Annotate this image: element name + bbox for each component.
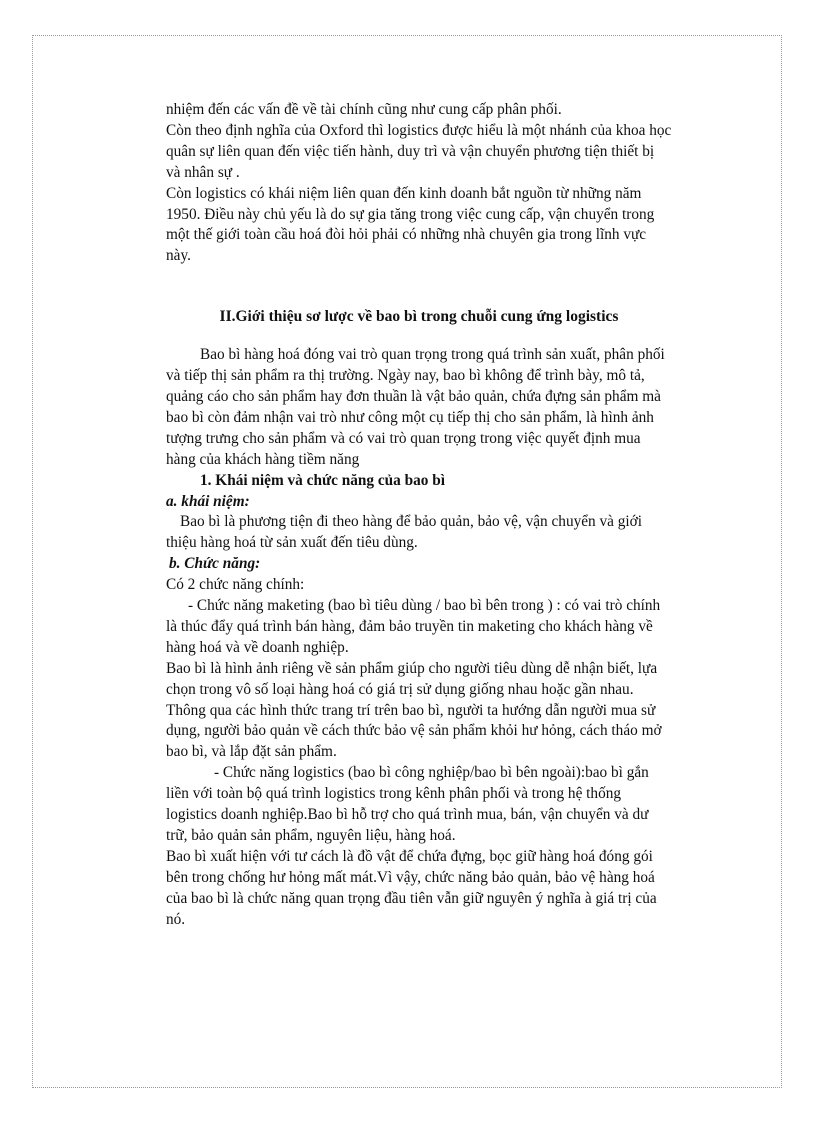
function-logistics: - Chức năng logistics (bao bì công nghiệp/bao bì bên ngoài):bao bì gắn liền với toàn bộ quá trình logistics trong kênh phân phối và trong hệ thống logistics doanh nghiệp.Bao bì hỗ trợ cho quá trình mua, bán, vận chuyển và dư trữ, bảo quản sản phẩm, nguyên liệu, hàng hoá.: [166, 764, 649, 844]
intro-paragraph-2: Còn theo định nghĩa của Oxford thì logistics được hiểu là một nhánh của khoa học quân sự liên quan đến việc tiến hành, duy trì và vận chuyển phương tiện thiết bị và nhân sự .: [166, 121, 672, 181]
section-heading: II.Giới thiệu sơ lược về bao bì trong chuỗi cung ứng logistics: [219, 308, 619, 326]
intro-paragraph-1: nhiệm đến các vấn đề về tài chính cũng như cung cấp phân phối.: [166, 101, 562, 118]
intro-paragraph-3: Còn logistics có khái niệm liên quan đến kinh doanh bắt nguồn từ những năm 1950. Điều này chủ yếu là do sự gia tăng trong việc cung cấp, vận chuyển trong một thế giới toàn cầu hoá đòi hỏi phải có những nhà chuyên gia trong lĩnh vực này.: [166, 184, 655, 265]
function-label: b. Chức năng:: [169, 555, 261, 573]
function-marketing: - Chức năng maketing (bao bì tiêu dùng / bao bì bên trong ) : có vai trò chính là thúc đẩy quá trình bán hàng, đảm bảo truyền tin maketing cho khách hàng về hàng hoá và về doanh nghiệp.: [166, 597, 661, 656]
function-logistics-detail: Bao bì xuất hiện với tư cách là đồ vật để chứa đựng, bọc giữ hàng hoá đóng gói bên trong chống hư hỏng mất mát.Vì vậy, chức năng bảo quản, bảo vệ hàng hoá của bao bì là chức năng quan trọng đầu tiên vẫn giữ nguyên ý nghĩa à giá trị của nó.: [166, 847, 657, 928]
function-marketing-detail: Bao bì là hình ảnh riêng về sản phẩm giúp cho người tiêu dùng dễ nhận biết, lựa chọn trong vô số loại hàng hoá có giá trị sử dụng giống nhau hoặc gần nhau. Thông qua các hình thức trang trí trên bao bì, người ta hướng dẫn người mua sử dụng, người bảo quản về cách thức bảo vệ sản phẩm khỏi hư hỏng, cách tháo mở bao bì, và lắp đặt sản phẩm.: [166, 659, 662, 761]
document-body: [166, 100, 672, 931]
section-intro-paragraph: Bao bì hàng hoá đóng vai trò quan trọng trong quá trình sản xuất, phân phối và tiếp thị sản phẩm ra thị trường. Ngày nay, bao bì không để trình bày, mô tả, quảng cáo cho sản phẩm hay đơn thuần là vật bảo quản, chứa đựng sản phẩm mà bao bì còn đảm nhận vai trò như công một cụ tiếp thị cho sản phẩm, là hình ảnh tượng trưng cho sản phẩm và có vai trò quan trọng trong việc quyết định mua hàng của khách hàng tiềm năng: [166, 346, 665, 468]
definition-label: a. khái niệm:: [166, 492, 250, 510]
subsection-title: 1. Khái niệm và chức năng của bao bì: [200, 471, 446, 489]
function-intro: Có 2 chức năng chính:: [166, 576, 305, 594]
definition-text: Bao bì là phương tiện đi theo hàng để bảo quản, bảo vệ, vận chuyển và giới thiệu hàng hoá từ sản xuất đến tiêu dùng.: [166, 513, 643, 552]
